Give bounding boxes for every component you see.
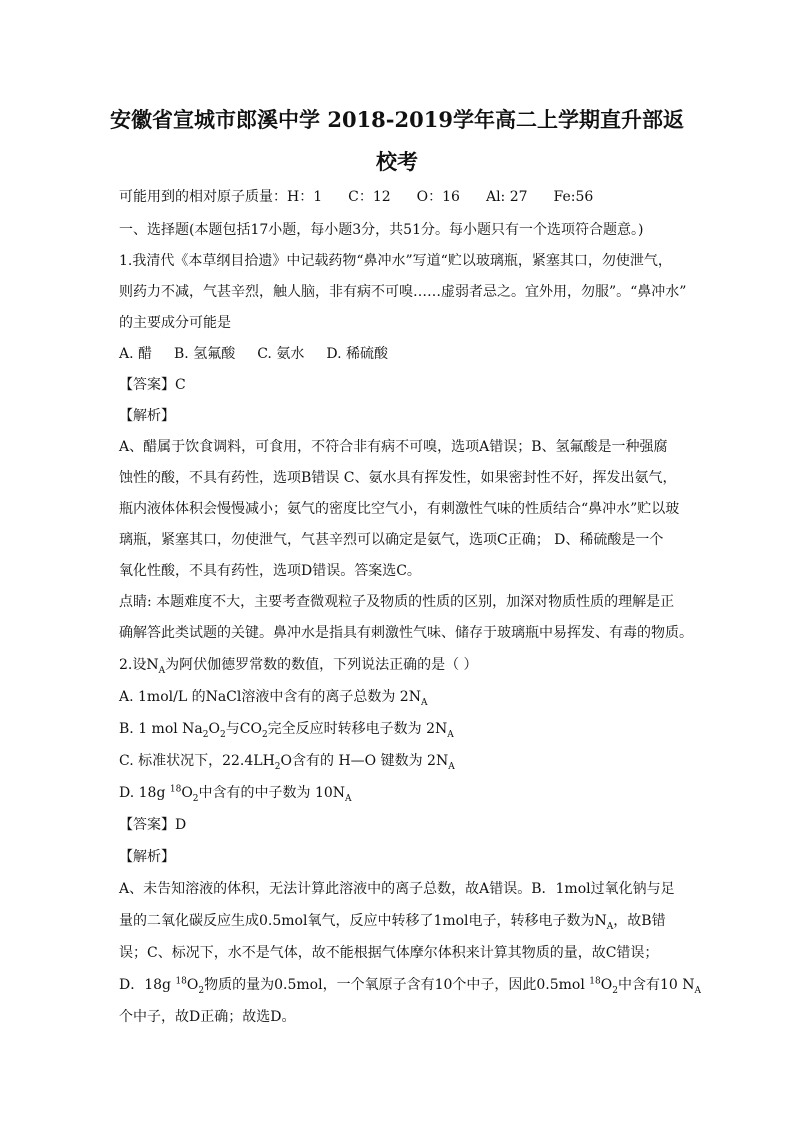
document-title-line1: 安徽省宣城市郎溪中学 2018-2019学年高二上学期直升部返 xyxy=(110,107,684,132)
q1-analysis-line3: 瓶内液体体积会慢慢减小；氨气的密度比空气小，有刺激性气味的性质结合“鼻冲水”贮以玻 xyxy=(119,501,680,517)
q1-option-a: A. 醋 xyxy=(119,346,153,362)
q2-a4-t2: O xyxy=(186,977,199,993)
section-heading: 一、选择题(本题包括17小题，每小题3分，共51分。每小题只有一个选项符合题意。) xyxy=(119,222,644,238)
q2-option-c-t2: O含有的 H—O 键数为 2N xyxy=(280,753,449,769)
q2-option-b-s3: 2 xyxy=(261,729,268,740)
q1-answer: 【答案】C xyxy=(119,377,186,393)
q1-stem-line2: 则药力不减，气甚辛烈，触人脑，非有病不可嗅……虚弱者忌之。宜外用，勿服”。“鼻冲水” xyxy=(119,284,687,300)
q2-option-d-t3: 中含有的中子数为 10N xyxy=(198,785,346,801)
q1-analysis-label: 【解析】 xyxy=(119,408,175,424)
q2-stem-sub: A xyxy=(158,665,166,676)
q2-a4-t3: 物质的量为0.5mol，一个氧原子含有10个中子，因此0.5mol xyxy=(204,977,590,993)
q2-stem xyxy=(119,654,478,676)
q2-option-b-t4: 完全反应时转移电子数为 2N xyxy=(267,721,448,737)
q1-analysis-line1: A、醋属于饮食调料，可食用，不符合非有病不可嗅，选项A错误；B、氢氟酸是一种强腐 xyxy=(119,439,668,455)
q2-option-b-t3: 与CO xyxy=(225,721,262,737)
q2-option-d-sup: 18 xyxy=(169,784,182,795)
q2-option-b-t1: B. 1 mol Na xyxy=(119,721,203,737)
q1-analysis-line2: 蚀性的酸，不具有药性，选项B错误 C、氨水具有挥发性，如果密封性不好，挥发出氨气， xyxy=(119,470,677,486)
q1-option-d: D. 稀硫酸 xyxy=(326,346,388,362)
q2-analysis-line2-t1: 量的二氧化碳反应生成0.5mol氧气，反应中转移了1mol电子，转移电子数为N xyxy=(119,913,607,929)
q2-analysis-line2 xyxy=(119,910,666,932)
q2-a4-sup1: 18 xyxy=(175,976,187,987)
q2-analysis-line1: A、未告知溶液的体积，无法计算此溶液中的离子总数，故A错误。B．1mol过氧化钠与足 xyxy=(119,881,675,897)
q2-analysis-line4 xyxy=(119,974,701,996)
q2-analysis-line2-t2: ，故B错 xyxy=(613,913,666,929)
q2-option-a-text: A. 1mol/L 的NaCl溶液中含有的离子总数为 2N xyxy=(119,689,421,705)
q2-option-d-s2: A xyxy=(345,793,352,804)
q1-stem-line3: 的主要成分可能是 xyxy=(119,315,231,331)
q2-a4-t4: O xyxy=(600,977,613,993)
q2-option-d-t1: D. 18g xyxy=(119,785,170,801)
q1-options xyxy=(119,343,410,363)
q1-option-c: C. 氨水 xyxy=(257,346,305,362)
q1-option-b: B. 氢氟酸 xyxy=(174,346,236,362)
q2-a4-s2: 2 xyxy=(612,985,618,996)
q2-option-b-s4: A xyxy=(447,729,454,740)
q2-stem-text: 2.设N xyxy=(119,657,159,673)
q1-analysis-line4: 璃瓶，紧塞其口，勿使泄气，气甚辛烈可以确定是氨气，选项C正确； D、稀硫酸是一个 xyxy=(119,532,664,548)
q2-analysis-line2-sub: A xyxy=(606,921,614,932)
document-title-line2: 校考 xyxy=(376,149,418,174)
q2-option-b-s1: 2 xyxy=(202,729,209,740)
q2-option-c-s1: 2 xyxy=(274,761,281,772)
atomic-mass-o: O：16 xyxy=(416,189,460,205)
atomic-mass-c: C：12 xyxy=(348,189,391,205)
q2-option-d xyxy=(119,782,352,804)
q2-stem-text2: 为阿伏伽德罗常数的数值，下列说法正确的是（ ） xyxy=(165,657,478,673)
q2-analysis-line5: 个中子，故D正确；故选D。 xyxy=(119,1009,296,1025)
q2-option-d-t2: O xyxy=(181,785,193,801)
q2-a4-t1: D．18g xyxy=(119,977,176,993)
q2-analysis-line3: 误；C、标况下，水不是气体，故不能根据气体摩尔体积来计算其物质的量，故C错误； xyxy=(119,945,659,961)
atomic-mass-line xyxy=(119,186,593,206)
q2-option-c-s2: A xyxy=(448,761,455,772)
q2-option-b xyxy=(119,718,454,740)
q2-a4-s1: 2 xyxy=(198,985,205,996)
q1-comment-line1: 点睛: 本题难度不大，主要考查微观粒子及物质的性质的区别，加深对物质性质的理解是正 xyxy=(119,594,675,610)
q2-option-b-t2: O xyxy=(208,721,220,737)
q2-a4-s3: A xyxy=(694,985,701,996)
atomic-mass-al: Al: 27 xyxy=(485,189,528,205)
q2-a4-sup2: 18 xyxy=(589,976,601,987)
q2-a4-t5: 中含有10 N xyxy=(617,977,695,993)
q2-analysis-label: 【解析】 xyxy=(119,849,175,865)
q2-option-a-sub: A xyxy=(420,697,428,708)
q1-analysis-line5: 氧化性酸，不具有药性，选项D错误。答案选C。 xyxy=(119,563,421,579)
q2-answer: 【答案】D xyxy=(119,817,187,833)
atomic-mass-label: 可能用到的相对原子质量： xyxy=(119,189,287,205)
q2-option-d-s1: 2 xyxy=(192,793,199,804)
q2-option-b-s2: 2 xyxy=(220,729,226,740)
q1-comment-line2: 确解答此类试题的关键。鼻冲水是指具有刺激性气味、储存于玻璃瓶中易挥发、有毒的物质。 xyxy=(119,625,693,641)
q2-option-a xyxy=(119,686,427,708)
q2-option-c xyxy=(119,750,455,772)
q1-stem-line1: 1.我清代《本草纲目拾遗》中记载药物“鼻冲水”写道“贮以玻璃瓶，紧塞其口，勿使泄气， xyxy=(119,253,672,269)
q2-option-c-t1: C. 标准状况下，22.4LH xyxy=(119,753,275,769)
atomic-mass-h: H：1 xyxy=(287,189,323,205)
atomic-mass-fe: Fe:56 xyxy=(553,189,594,205)
